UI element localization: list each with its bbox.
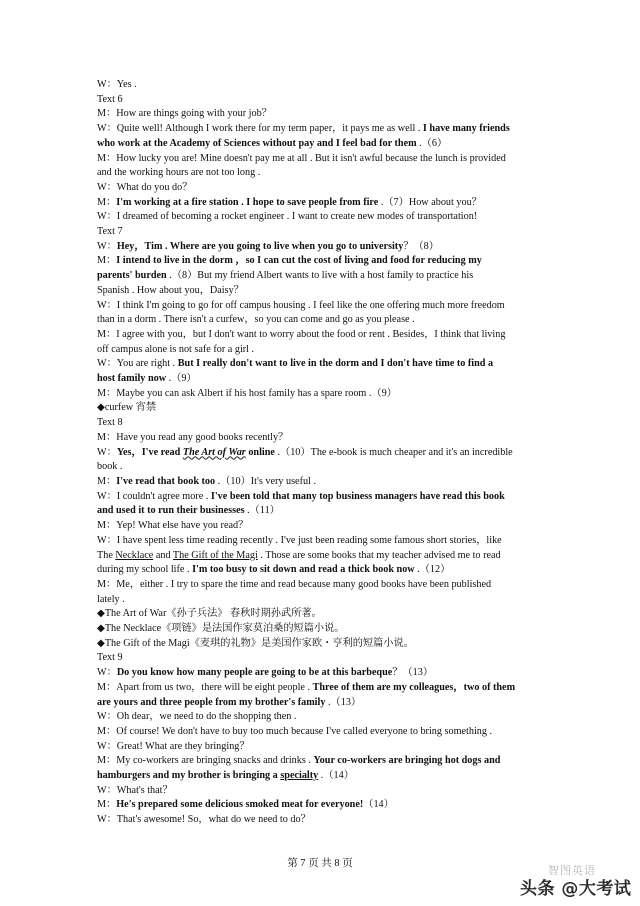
text-run: M：	[97, 255, 117, 267]
text-run: ？（8）	[403, 240, 439, 252]
text-run: M：Yep! What else have you read？	[97, 520, 249, 532]
text-run: .（8）But my friend Albert wants to live with a host family to practice his	[166, 270, 474, 282]
text-line	[97, 549, 549, 564]
text-run: W：I couldn't agree more .	[97, 490, 211, 502]
text-run: W：What's that？	[97, 784, 173, 796]
text-line	[97, 784, 549, 799]
text-run: Three of them are my colleagues，two of them	[312, 681, 516, 693]
text-run: W：I dreamed of becoming a rocket engineer . I want to create new modes of transportation!	[97, 211, 478, 223]
text-run: parents' burden	[97, 270, 167, 282]
text-line	[97, 754, 549, 769]
text-line	[97, 769, 549, 784]
text-line	[97, 666, 549, 681]
text-line	[97, 343, 549, 358]
text-line	[97, 269, 549, 284]
text-line	[97, 313, 549, 328]
text-run: Your co-workers are bringing hot dogs and	[313, 755, 501, 767]
text-line	[97, 710, 549, 725]
text-line	[97, 519, 549, 534]
text-line	[97, 593, 549, 608]
text-run: W：That's awesome! So，what do we need to do？	[97, 814, 311, 826]
text-line	[97, 607, 549, 622]
text-line	[97, 166, 549, 181]
text-run: lately .	[97, 593, 125, 605]
text-run: The Art of War	[182, 446, 246, 458]
text-run: off campus alone is not safe for a girl .	[97, 343, 255, 355]
text-run: book .	[97, 461, 123, 473]
text-run: I'm working at a fire station . I hope to save people from fire	[116, 196, 379, 208]
text-line	[97, 122, 549, 137]
text-line	[97, 798, 549, 813]
text-line	[97, 401, 549, 416]
text-line	[97, 210, 549, 225]
text-run: Text 6	[97, 93, 123, 105]
text-line	[97, 460, 549, 475]
text-line	[97, 107, 549, 122]
text-line	[97, 254, 549, 269]
text-run: W：You are right .	[97, 358, 178, 370]
text-run: W：I think I'm going to go for off campus housing . I feel like the one offering much more freedom	[97, 299, 505, 311]
text-line	[97, 78, 549, 93]
text-run: Text 8	[97, 417, 123, 429]
text-run: The Gift of the Magi	[172, 549, 258, 561]
text-run: I intend to live in the dorm ，so I can cut the cost of living and food for reducing my	[116, 255, 482, 267]
text-run: W：Oh dear，we need to do the shopping then .	[97, 711, 297, 723]
text-run: M：My co-workers are bringing snacks and drinks .	[97, 755, 314, 767]
text-line	[97, 504, 549, 519]
text-line	[97, 563, 549, 578]
text-run: I've read that book too	[116, 475, 216, 487]
text-line	[97, 681, 549, 696]
text-run: M：	[97, 799, 117, 811]
text-run: M：Of course! We don't have to buy too much because I've called everyone to bring something .	[97, 725, 493, 737]
text-run: M：How lucky you are! Mine doesn't pay me at all . But it isn't awful because the lunch is provided	[97, 152, 506, 164]
text-run: M：Me，either . I try to spare the time and read because many good books have been published	[97, 578, 492, 590]
text-run: He's prepared some delicious smoked meat for everyone!	[116, 799, 364, 811]
text-run: ？（13）	[392, 667, 434, 679]
text-run: are yours and three people from my brother's family	[97, 696, 326, 708]
text-run: Yes，I've read	[116, 446, 183, 458]
text-line	[97, 416, 549, 431]
page-footer: 第 7 页 共 8 页	[287, 858, 353, 869]
watermark-main: 头条 @大考试	[520, 879, 632, 899]
text-run: .（10）It's very useful .	[215, 475, 316, 487]
text-run: and the working hours are not too long .	[97, 167, 261, 179]
text-run: Hey，Tim . Where are you going to live when you go to university	[116, 240, 404, 252]
watermark-small: 智图英语	[548, 864, 596, 877]
text-run: The	[97, 549, 116, 561]
text-run: Spanish . How about you，Daisy？	[97, 284, 244, 296]
text-run: ◆The Necklace《项链》是法国作家莫泊桑的短篇小说。	[97, 623, 345, 635]
text-run: .（11）	[244, 505, 280, 517]
text-run: .（13）	[325, 696, 362, 708]
text-line	[97, 725, 549, 740]
text-run: M：Maybe you can ask Albert if his host family has a spare room .（9）	[97, 387, 397, 399]
text-run: hamburgers and my brother is bringing a	[97, 770, 281, 782]
text-run: W：Great! What are they bringing？	[97, 740, 250, 752]
text-run: during my school life .	[97, 564, 193, 576]
text-run: W：I have spent less time reading recently . I've just been reading some famous short stories，like	[97, 534, 502, 546]
text-line	[97, 152, 549, 167]
text-run: ◆The Art of War《孙子兵法》 春秋时期孙武所著。	[97, 608, 322, 620]
text-run: But I really don't want to live in the dorm and I don't have time to find a	[177, 358, 494, 370]
text-run: M：	[97, 475, 117, 487]
text-run: ◆The Gift of the Magi《麦琪的礼物》是美国作家欧・亨利的短篇小说。	[97, 637, 414, 649]
text-line	[97, 196, 549, 211]
text-line	[97, 137, 549, 152]
text-run: Text 9	[97, 652, 123, 664]
text-run: .（9）	[166, 373, 197, 385]
text-run: Text 7	[97, 226, 123, 238]
text-line	[97, 284, 549, 299]
text-line	[97, 299, 549, 314]
text-run: Necklace	[115, 549, 154, 561]
text-line	[97, 328, 549, 343]
text-run: W：	[97, 667, 117, 679]
text-run: W：Quite well! Although I work there for my term paper，it pays me as well .	[97, 123, 423, 135]
document-body	[97, 78, 549, 828]
text-run: .（6）	[416, 137, 448, 149]
text-line	[97, 813, 549, 828]
text-run: M：Apart from us two，there will be eight people .	[97, 681, 313, 693]
text-line	[97, 431, 549, 446]
text-run: I'm too busy to sit down and read a thick book now	[192, 564, 415, 576]
text-run: who work at the Academy of Sciences without pay and I feel bad for them	[97, 137, 417, 149]
text-run: （14）	[363, 799, 394, 811]
text-run: Do you know how many people are going to be at this barbeque	[116, 667, 393, 679]
text-run: and used it to run their businesses	[97, 505, 245, 517]
text-line	[97, 372, 549, 387]
text-run: .（10）The e-book is much cheaper and it's an incredible	[274, 446, 513, 458]
text-run: specialty	[280, 770, 319, 782]
text-line	[97, 446, 549, 461]
text-line	[97, 651, 549, 666]
text-line	[97, 357, 549, 372]
text-run: and	[153, 549, 173, 561]
text-run: .（12）	[414, 564, 451, 576]
text-line	[97, 740, 549, 755]
text-line	[97, 578, 549, 593]
text-run: I've been told that many top business managers have read this book	[210, 490, 505, 502]
text-run: .（7）How about you？	[378, 196, 482, 208]
text-line	[97, 475, 549, 490]
text-run: than in a dorm . There isn't a curfew，so you can come and go as you please .	[97, 314, 415, 326]
text-run: M：I agree with you，but I don't want to worry about the food or rent . Besides，I think that living	[97, 328, 506, 340]
text-line	[97, 490, 549, 505]
text-line	[97, 240, 549, 255]
text-run: M：How are things going with your job？	[97, 108, 272, 120]
text-run: M：Have you read any good books recently？	[97, 431, 289, 443]
text-run: online	[245, 446, 275, 458]
text-run: . Those are some books that my teacher advised me to read	[257, 549, 501, 561]
text-line	[97, 622, 549, 637]
text-line	[97, 696, 549, 711]
text-run: W：What do you do？	[97, 181, 193, 193]
text-run: W：Yes .	[97, 79, 137, 90]
text-line	[97, 387, 549, 402]
text-run: I have many friends	[422, 123, 510, 135]
text-line	[97, 534, 549, 549]
text-run: host family now	[97, 373, 167, 385]
text-line	[97, 225, 549, 240]
text-line	[97, 93, 549, 108]
text-run: M：	[97, 196, 117, 208]
text-run: W：	[97, 446, 117, 458]
text-line	[97, 637, 549, 652]
text-run: W：	[97, 240, 117, 252]
text-run: ◆curfew 宵禁	[97, 402, 157, 414]
text-run: .（14）	[318, 770, 354, 782]
text-line	[97, 181, 549, 196]
